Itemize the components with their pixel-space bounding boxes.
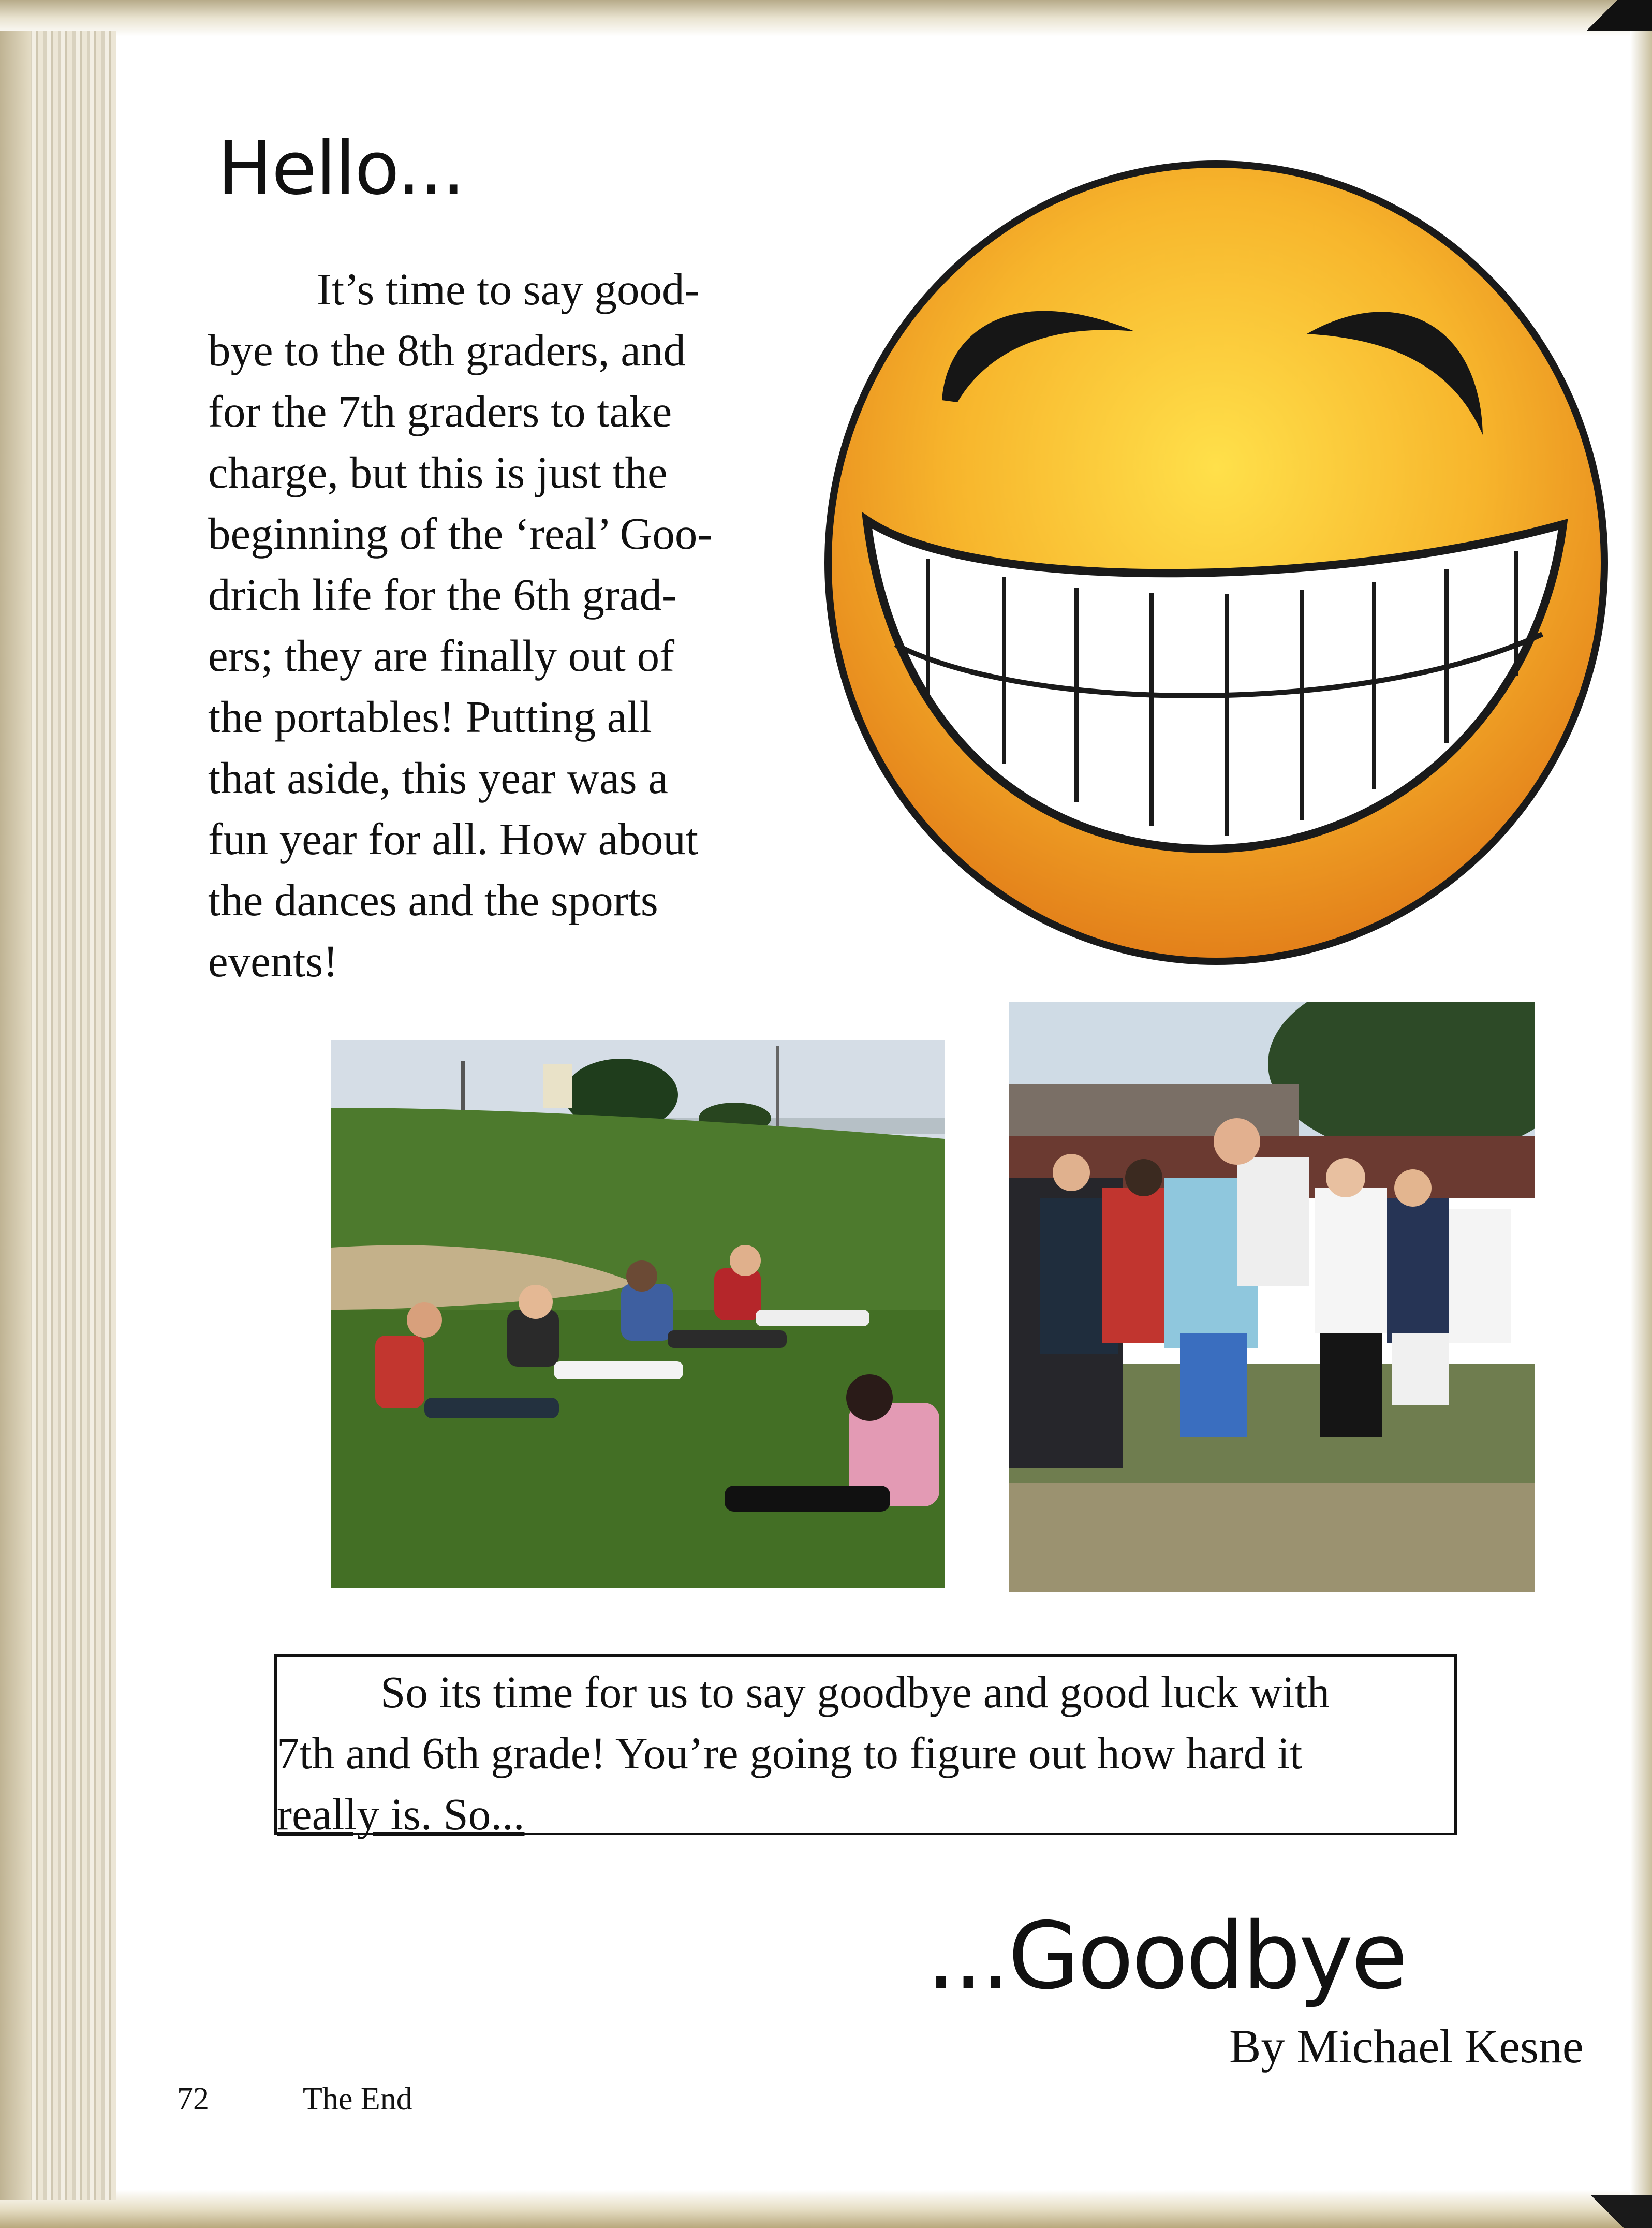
page-right-edge bbox=[1630, 0, 1652, 2228]
book-spine-shadow bbox=[0, 31, 31, 2200]
goodbye-heading: ...Goodbye bbox=[926, 1902, 1406, 2010]
intro-line: beginning of the ‘real’ Goo- bbox=[208, 508, 713, 559]
intro-line: the dances and the sports bbox=[208, 875, 658, 925]
page-top-edge bbox=[0, 0, 1652, 36]
page-number: 72 bbox=[177, 2082, 209, 2117]
intro-line: It’s time to say good- bbox=[317, 264, 700, 314]
section-name: The End bbox=[303, 2082, 412, 2117]
callout-line: really is. So... bbox=[277, 1789, 525, 1839]
intro-line: charge, but this is just the bbox=[208, 447, 668, 497]
hello-heading: Hello... bbox=[217, 126, 464, 211]
photo-students-group bbox=[1009, 1002, 1535, 1592]
intro-line: bye to the 8th graders, and bbox=[208, 325, 686, 375]
page-corner-top bbox=[1573, 0, 1652, 31]
intro-line: for the 7th graders to take bbox=[208, 386, 672, 436]
intro-line: fun year for all. How about bbox=[208, 814, 699, 864]
goodbye-callout-box bbox=[274, 1654, 1457, 1839]
author-byline: By Michael Kesne bbox=[1229, 2020, 1584, 2073]
smiley-face-icon bbox=[818, 153, 1615, 973]
intro-line: events! bbox=[208, 936, 338, 986]
page-corner-bottom bbox=[1573, 2195, 1652, 2228]
intro-line: ers; they are finally out of bbox=[208, 631, 675, 681]
intro-line: the portables! Putting all bbox=[208, 692, 652, 742]
intro-line: drich life for the 6th grad- bbox=[208, 569, 677, 620]
callout-line: So its time for us to say goodbye and good luck with bbox=[380, 1667, 1330, 1717]
callout-line: 7th and 6th grade! You’re going to figure out how hard it bbox=[277, 1728, 1303, 1778]
intro-line: that aside, this year was a bbox=[208, 753, 669, 803]
photo-students-sitting bbox=[331, 1040, 945, 1588]
intro-paragraph bbox=[208, 259, 808, 992]
page-bottom-edge bbox=[0, 2190, 1652, 2228]
